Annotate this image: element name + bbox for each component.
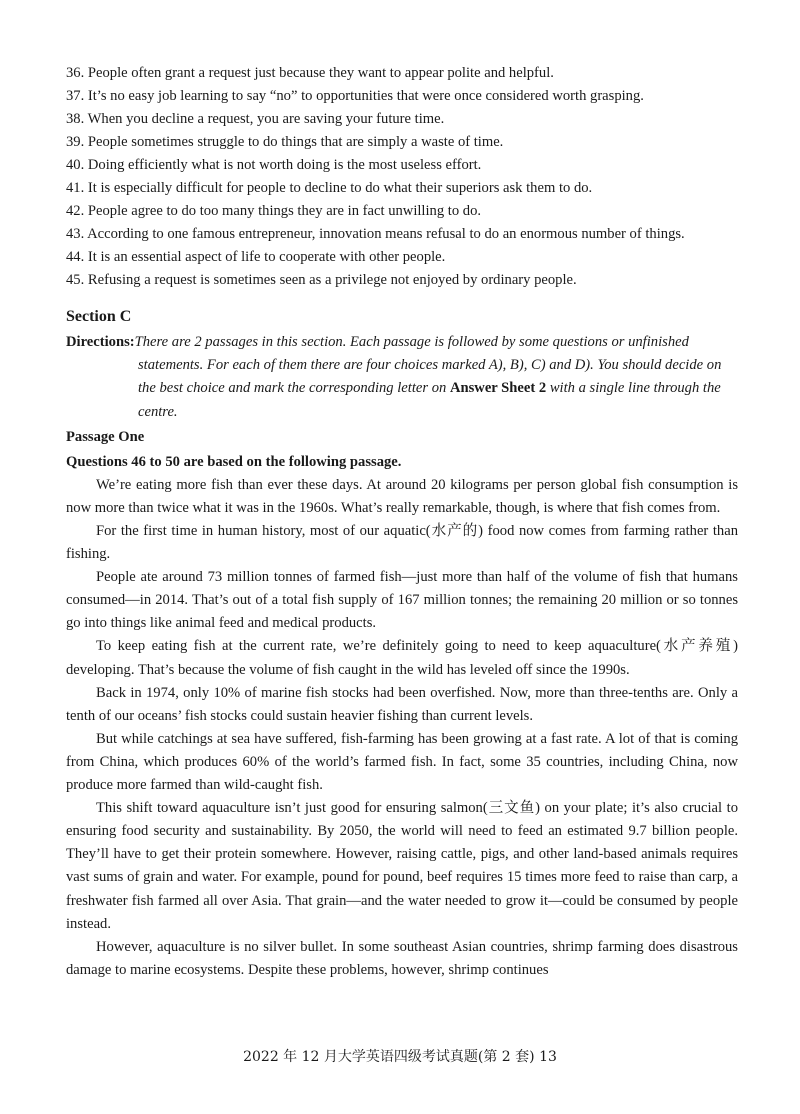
statement-item: 36. People often grant a request just because they want to appear polite and helpful. [66, 65, 554, 81]
section-title: Section C [66, 308, 132, 325]
passage-paragraph: Back in 1974, only 10% of marine fish stocks had been overfished. Now, more than three-tenths are. Only a tenth of our oceans’ fish stocks could sustain heavier fishing than current levels. [66, 684, 738, 724]
exam-page [66, 62, 738, 982]
statement-item: 37. It’s no easy job learning to say “no” to opportunities that were once considered worth grasping. [66, 88, 644, 104]
statement-item: 41. It is especially difficult for people to decline to do what their superiors ask them to do. [66, 180, 593, 196]
passage-paragraph: However, aquaculture is no silver bullet. In some southeast Asian countries, shrimp farming does disastrous damage to marine ecosystems. Despite these problems, however, shrimp continues [66, 938, 738, 978]
passage-title: Passage One [66, 428, 145, 445]
statement-item: 45. Refusing a request is sometimes seen as a privilege not enjoyed by ordinary people. [66, 272, 577, 288]
passage-paragraph: We’re eating more fish than ever these days. At around 20 kilograms per person global fish consumption is now more than twice what it was in the 1960s. What’s really remarkable, though, is where that fish comes from. [66, 476, 738, 516]
directions-tail: with a single line through the centre. [138, 380, 721, 420]
statement-item: 39. People sometimes struggle to do things that are simply a waste of time. [66, 134, 504, 150]
passage-paragraph: But while catchings at sea have suffered, fish-farming has been growing at a fast rate. A lot of that is coming from China, which produces 60% of the world’s farmed fish. In fact, some 35 countries, including China, now produce more farmed than wild-caught fish. [66, 730, 738, 794]
directions [66, 331, 738, 424]
page-footer: 2022 年 12 月大学英语四级考试真题(第 2 套) 13 [243, 1049, 557, 1065]
passage-paragraph: People ate around 73 million tonnes of farmed fish—just more than half of the volume of fish that humans consumed—in 2014. That’s out of a total fish supply of 167 million tonnes; the remaining 20 million or so tonnes go into things like animal feed and medical products. [66, 569, 738, 632]
directions-label: Directions: [66, 334, 135, 350]
statement-item: 40. Doing efficiently what is not worth doing is the most useless effort. [66, 157, 482, 173]
statement-item: 44. It is an essential aspect of life to cooperate with other people. [66, 249, 446, 265]
passage-paragraph: For the first time in human history, most of our aquatic(水产的) food now comes from farming rather than fishing. [66, 523, 738, 563]
directions-text [135, 334, 722, 420]
passage-paragraph: This shift toward aquaculture isn’t just good for ensuring salmon(三文鱼) on your plate; it’s also crucial to ensuring food security and sustainability. By 2050, the world will need to feed an estimated 9.7 billion people. They’ll have to get their protein somewhere. However, raising cattle, pigs, and other land-based animals requires vast sums of grain and water. For example, pound for pound, beef requires 15 times more feed to raise than carp, a freshwater fish farmed all over Asia. That grain—and the water needed to grow it—could be consumed by people instead. [66, 800, 738, 932]
statement-item: 38. When you decline a request, you are saving your future time. [66, 111, 445, 127]
directions-body: There are 2 passages in this section. Each passage is followed by some questions or unfinished statements. For each of them there are four choices marked A), B), C) and D). You should decide on the best choice and mark the corresponding letter on [134, 334, 722, 397]
statement-item: 43. According to one famous entrepreneur, innovation means refusal to do an enormous number of things. [66, 226, 685, 242]
statement-item: 42. People agree to do too many things they are in fact unwilling to do. [66, 203, 482, 219]
passage-paragraph: To keep eating fish at the current rate, we’re definitely going to need to keep aquaculture(水产养殖) developing. That’s because the volume of fish caught in the wild has leveled off since the 1990s. [66, 638, 738, 678]
directions-block [66, 331, 738, 424]
statement-list [66, 62, 738, 292]
answer-sheet-label: Answer Sheet 2 [449, 380, 547, 397]
questions-line: Questions 46 to 50 are based on the following passage. [66, 453, 402, 470]
passage-body [66, 474, 738, 982]
